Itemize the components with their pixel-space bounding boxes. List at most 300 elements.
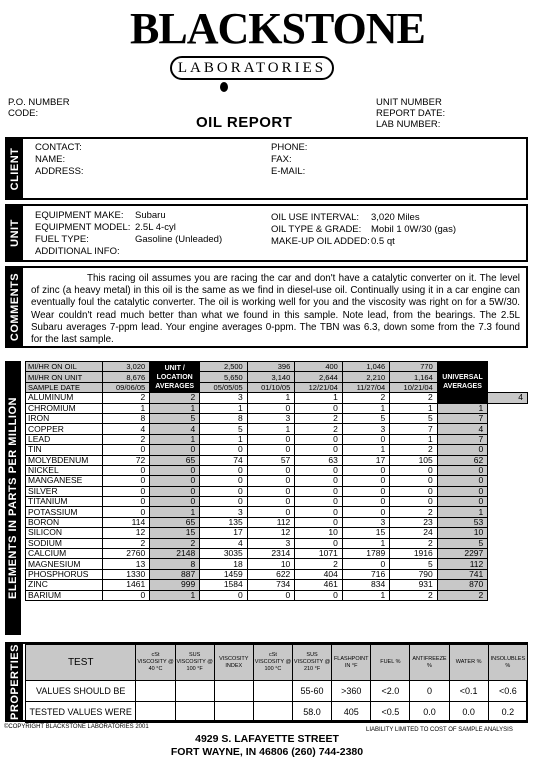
history-value: 3 <box>342 424 389 434</box>
unit-tab: UNIT <box>7 206 23 260</box>
element-name: SILVER <box>26 486 103 496</box>
table-row <box>26 403 528 413</box>
history-value: 1584 <box>200 580 248 590</box>
current-value: 12 <box>102 528 150 538</box>
header-history-value: 1,164 <box>390 372 438 382</box>
blackstone-logo <box>130 4 425 92</box>
table-row <box>26 569 528 579</box>
property-value: 0.2 <box>488 702 527 723</box>
header-current: 8,676 <box>102 372 150 382</box>
header-label: MI/HR ON UNIT <box>26 372 103 382</box>
row-label: VALUES SHOULD BE <box>26 681 136 702</box>
history-value: 0 <box>342 507 389 517</box>
address-label: ADDRESS: <box>35 166 84 177</box>
history-value: 23 <box>390 517 438 527</box>
header-history-value: 400 <box>295 362 343 372</box>
history-value: 0 <box>247 476 295 486</box>
header-history-value: 10/21/04 <box>390 382 438 392</box>
universal-average-value: 1 <box>437 507 488 517</box>
history-value: 2 <box>390 445 438 455</box>
universal-average-value: 10 <box>437 528 488 538</box>
history-value: 0 <box>247 403 295 413</box>
header-history-value: 05/05/05 <box>200 382 248 392</box>
table-row <box>26 476 528 486</box>
universal-average-value: 0 <box>437 486 488 496</box>
current-value: 0 <box>102 445 150 455</box>
unit-average-value: 15 <box>150 528 200 538</box>
universal-average-value: 2 <box>437 590 488 600</box>
code-label: CODE: <box>8 108 39 119</box>
property-value <box>253 702 292 723</box>
history-value: 0 <box>390 465 438 475</box>
make-value: Subaru <box>135 210 166 221</box>
element-name: SODIUM <box>26 538 103 548</box>
history-value: 404 <box>295 569 343 579</box>
unit-number-label: UNIT NUMBER <box>376 97 442 108</box>
element-name: BORON <box>26 517 103 527</box>
universal-average-value: 1 <box>437 403 488 413</box>
current-value: 0 <box>102 476 150 486</box>
current-value: 0 <box>102 497 150 507</box>
history-value: 0 <box>200 497 248 507</box>
property-header: FUEL % <box>371 645 410 681</box>
copyright-notice: ©COPYRIGHT BLACKSTONE LABORATORIES 2001 <box>4 724 149 730</box>
property-value <box>214 681 253 702</box>
report-date-label: REPORT DATE: <box>376 108 446 119</box>
history-value: 1459 <box>200 569 248 579</box>
property-header: WATER % <box>449 645 488 681</box>
email-label: E-MAIL: <box>271 166 306 177</box>
header-current: 09/06/05 <box>102 382 150 392</box>
element-name: MAGNESIUM <box>26 559 103 569</box>
history-value: 2314 <box>247 549 295 559</box>
current-value: 0 <box>102 486 150 496</box>
history-value: 0 <box>342 465 389 475</box>
name-label: NAME: <box>35 154 66 165</box>
universal-average-value: 0 <box>437 445 488 455</box>
history-value: 3035 <box>200 549 248 559</box>
interval-label: OIL USE INTERVAL: <box>271 212 359 223</box>
address-line-2: FORT WAYNE, IN 46806 (260) 744-2380 <box>170 746 364 758</box>
properties-row <box>26 681 528 702</box>
unit-average-value: 0 <box>150 445 200 455</box>
history-value: 0 <box>200 465 248 475</box>
current-value: 8 <box>102 413 150 423</box>
history-value: 74 <box>200 455 248 465</box>
table-row <box>26 528 528 538</box>
property-value: 405 <box>332 702 371 723</box>
header-history-value: 11/27/04 <box>342 382 389 392</box>
unit-section <box>5 204 528 262</box>
universal-average-value: 2297 <box>437 549 488 559</box>
history-value: 716 <box>342 569 389 579</box>
client-section <box>5 137 528 200</box>
properties-row <box>26 702 528 723</box>
make-label: EQUIPMENT MAKE: <box>35 210 124 221</box>
current-value: 1461 <box>102 580 150 590</box>
unit-average-value: 5 <box>150 413 200 423</box>
history-value: 0 <box>342 476 389 486</box>
element-name: BARIUM <box>26 590 103 600</box>
universal-average-value: 0 <box>437 497 488 507</box>
unit-average-value: 65 <box>150 517 200 527</box>
history-value: 1 <box>342 590 389 600</box>
history-value: 135 <box>200 517 248 527</box>
history-value: 0 <box>342 486 389 496</box>
history-value: 834 <box>342 580 389 590</box>
history-value: 2 <box>390 538 438 548</box>
element-name: TIN <box>26 445 103 455</box>
unit-averages-header: UNIT / LOCATION AVERAGES <box>150 362 200 393</box>
address-line-1: 4929 S. LAFAYETTE STREET <box>195 733 339 745</box>
element-name: ALUMINUM <box>26 393 103 403</box>
history-value: 0 <box>390 476 438 486</box>
model-value: 2.5L 4-cyl <box>135 222 176 233</box>
unit-average-value: 999 <box>150 580 200 590</box>
history-value: 0 <box>295 486 343 496</box>
element-name: SILICON <box>26 528 103 538</box>
report-title: OIL REPORT <box>196 114 293 131</box>
history-value: 1 <box>342 538 389 548</box>
history-value: 0 <box>295 403 343 413</box>
universal-average-value: 0 <box>437 476 488 486</box>
makeup-label: MAKE-UP OIL ADDED: <box>271 236 370 247</box>
table-row <box>26 559 528 569</box>
property-header: INSOLUBLES % <box>488 645 527 681</box>
universal-average-value: 62 <box>437 455 488 465</box>
history-value: 1 <box>200 434 248 444</box>
current-value: 2 <box>102 538 150 548</box>
table-row <box>26 517 528 527</box>
unit-average-value: 1 <box>150 434 200 444</box>
table-row <box>26 413 528 423</box>
history-value: 2 <box>342 393 389 403</box>
history-value: 0 <box>390 497 438 507</box>
unit-average-value: 1 <box>150 507 200 517</box>
current-value: 1330 <box>102 569 150 579</box>
current-value: 2760 <box>102 549 150 559</box>
history-value: 0 <box>295 445 343 455</box>
history-value: 7 <box>390 424 438 434</box>
header-history-value: 01/10/05 <box>247 382 295 392</box>
universal-average-value: 4 <box>437 424 488 434</box>
history-value: 1 <box>247 424 295 434</box>
table-row <box>26 549 528 559</box>
header-history-value: 396 <box>247 362 295 372</box>
unit-average-value: 1 <box>150 403 200 413</box>
current-value: 4 <box>102 424 150 434</box>
history-value: 3 <box>200 393 248 403</box>
liability-notice: LIABILITY LIMITED TO COST OF SAMPLE ANALYSIS <box>366 727 513 733</box>
unit-average-value: 0 <box>150 465 200 475</box>
property-value <box>136 702 175 723</box>
elements-tab: ELEMENTS IN PARTS PER MILLION <box>5 361 21 635</box>
fuel-label: FUEL TYPE: <box>35 234 89 245</box>
universal-average-value: 112 <box>437 559 488 569</box>
history-value: 0 <box>200 590 248 600</box>
logo-wordmark: BLACKSTONE <box>130 4 425 53</box>
header-history-value: 770 <box>390 362 438 372</box>
elements-section <box>5 361 528 635</box>
universal-average-value: 53 <box>437 517 488 527</box>
element-name: MANGANESE <box>26 476 103 486</box>
element-name: LEAD <box>26 434 103 444</box>
universal-average-value: 5 <box>437 538 488 548</box>
element-name: TITANIUM <box>26 497 103 507</box>
history-value: 2 <box>295 424 343 434</box>
comments-section <box>5 266 528 348</box>
meta-right <box>376 97 445 130</box>
header-current: 3,020 <box>102 362 150 372</box>
history-value: 17 <box>342 455 389 465</box>
property-header: cSt VISCOSITY @ 40 °C <box>136 645 175 681</box>
history-value: 0 <box>247 434 295 444</box>
history-value: 2 <box>390 507 438 517</box>
element-name: CHROMIUM <box>26 403 103 413</box>
oil-grade-label: OIL TYPE & GRADE: <box>271 224 362 235</box>
history-value: 0 <box>342 434 389 444</box>
history-value: 1 <box>342 403 389 413</box>
element-name: PHOSPHORUS <box>26 569 103 579</box>
property-value: 0 <box>410 681 449 702</box>
history-value: 12 <box>247 528 295 538</box>
fax-label: FAX: <box>271 154 292 165</box>
history-value: 2 <box>390 393 438 403</box>
history-value: 3 <box>342 517 389 527</box>
header-history-value: 12/21/04 <box>295 382 343 392</box>
history-value: 0 <box>247 497 295 507</box>
property-header: VISCOSITY INDEX <box>214 645 253 681</box>
history-value: 1 <box>390 434 438 444</box>
history-value: 2 <box>295 559 343 569</box>
history-value: 0 <box>295 465 343 475</box>
client-tab: CLIENT <box>7 139 23 198</box>
history-value: 0 <box>295 590 343 600</box>
history-value: 1916 <box>390 549 438 559</box>
element-name: POTASSIUM <box>26 507 103 517</box>
unit-average-value: 2 <box>150 393 200 403</box>
history-value: 18 <box>200 559 248 569</box>
history-value: 0 <box>295 434 343 444</box>
unit-average-value: 4 <box>150 424 200 434</box>
history-value: 0 <box>247 486 295 496</box>
history-value: 15 <box>342 528 389 538</box>
property-value: 0.0 <box>410 702 449 723</box>
property-header: SUS VISCOSITY @ 210 °F <box>293 645 332 681</box>
property-value <box>175 702 214 723</box>
history-value: 5 <box>390 559 438 569</box>
history-value: 0 <box>390 486 438 496</box>
unit-average-value: 0 <box>150 497 200 507</box>
property-value: 55-60 <box>293 681 332 702</box>
property-value: 58.0 <box>293 702 332 723</box>
history-value: 0 <box>247 507 295 517</box>
header-history-value: 1,046 <box>342 362 389 372</box>
history-value: 5 <box>342 413 389 423</box>
property-header: FLASHPOINT IN °F <box>332 645 371 681</box>
unit-average-value: 8 <box>150 559 200 569</box>
current-value: 2 <box>102 434 150 444</box>
oil-drop-icon <box>220 82 228 92</box>
history-value: 931 <box>390 580 438 590</box>
current-value: 0 <box>102 465 150 475</box>
properties-tab: PROPERTIES <box>9 644 21 720</box>
element-name: COPPER <box>26 424 103 434</box>
table-row <box>26 424 528 434</box>
history-value: 0 <box>342 559 389 569</box>
universal-average-value: 870 <box>437 580 488 590</box>
property-value: <0.6 <box>488 681 527 702</box>
fuel-value: Gasoline (Unleaded) <box>135 234 223 245</box>
history-value: 1 <box>200 403 248 413</box>
history-value: 57 <box>247 455 295 465</box>
meta-left <box>8 97 70 119</box>
property-value <box>253 681 292 702</box>
history-value: 63 <box>295 455 343 465</box>
comments-tab: COMMENTS <box>7 268 23 346</box>
unit-average-value: 1 <box>150 590 200 600</box>
property-header: cSt VISCOSITY @ 100 °C <box>253 645 292 681</box>
current-value: 1 <box>102 403 150 413</box>
property-header: ANTIFREEZE % <box>410 645 449 681</box>
history-value: 1789 <box>342 549 389 559</box>
element-name: CALCIUM <box>26 549 103 559</box>
property-value: <0.5 <box>371 702 410 723</box>
comments-text: This racing oil assumes you are racing the car and don't have a catalytic converter on it. The level of zinc (a heavy metal) in this oil is the same as we find in diesel-use oil. Continually using it in a car engine can eventually foul the catalytic converter. The oil is working well for you and the viscosity was right on for a 5W/30. Wear couldn't read much better than what we found in this sample. Note lead, from the bearings. The 2.5L Subaru averages 7-ppm lead. Your engine averages 0-ppm. The TBN was 6.3, down some from the 7.3 found for the last sample. <box>31 273 520 346</box>
logo-subtitle: LABORATORIES <box>170 56 334 80</box>
universal-average-value: 7 <box>437 413 488 423</box>
element-name: MOLYBDENUM <box>26 455 103 465</box>
unit-average-value: 0 <box>150 486 200 496</box>
interval-value: 3,020 Miles <box>371 212 420 223</box>
unit-average-value: 2148 <box>150 549 200 559</box>
property-value <box>214 702 253 723</box>
history-value: 5 <box>390 413 438 423</box>
table-row <box>26 465 528 475</box>
history-value: 1071 <box>295 549 343 559</box>
model-label: EQUIPMENT MODEL: <box>35 222 131 233</box>
element-name: IRON <box>26 413 103 423</box>
property-value: >360 <box>332 681 371 702</box>
po-number-label: P.O. NUMBER <box>8 97 70 108</box>
table-row <box>26 507 528 517</box>
header-history-value: 2,210 <box>342 372 389 382</box>
history-value: 0 <box>247 445 295 455</box>
table-row <box>26 590 528 600</box>
header-history-value: 2,500 <box>200 362 248 372</box>
history-value: 0 <box>247 465 295 475</box>
elements-table <box>25 361 528 601</box>
history-value: 3 <box>247 413 295 423</box>
history-value: 0 <box>295 497 343 507</box>
property-value <box>175 681 214 702</box>
oil-grade-value: Mobil 1 0W/30 (gas) <box>371 224 457 235</box>
element-name: ZINC <box>26 580 103 590</box>
table-row <box>26 497 528 507</box>
history-value: 10 <box>247 559 295 569</box>
table-row <box>26 445 528 455</box>
table-row <box>26 434 528 444</box>
history-value: 2 <box>390 590 438 600</box>
properties-table <box>25 644 528 723</box>
current-value: 72 <box>102 455 150 465</box>
history-value: 3 <box>200 507 248 517</box>
current-value: 2 <box>102 393 150 403</box>
history-value: 0 <box>200 486 248 496</box>
header-history-value: 3,140 <box>247 372 295 382</box>
history-value: 0 <box>200 445 248 455</box>
unit-average-value: 2 <box>150 538 200 548</box>
table-row <box>26 538 528 548</box>
property-value: <0.1 <box>449 681 488 702</box>
history-value: 24 <box>390 528 438 538</box>
universal-average-value: 741 <box>437 569 488 579</box>
element-name: NICKEL <box>26 465 103 475</box>
current-value: 0 <box>102 507 150 517</box>
history-value: 790 <box>390 569 438 579</box>
history-value: 8 <box>200 413 248 423</box>
unit-average-value: 65 <box>150 455 200 465</box>
history-value: 622 <box>247 569 295 579</box>
makeup-value: 0.5 qt <box>371 236 395 247</box>
unit-average-value: 887 <box>150 569 200 579</box>
history-value: 3 <box>247 538 295 548</box>
history-value: 1 <box>390 403 438 413</box>
history-value: 0 <box>295 517 343 527</box>
header-history-value: 2,644 <box>295 372 343 382</box>
current-value: 114 <box>102 517 150 527</box>
header-label: SAMPLE DATE <box>26 382 103 392</box>
history-value: 461 <box>295 580 343 590</box>
header-row <box>26 362 528 372</box>
history-value: 4 <box>200 538 248 548</box>
current-value: 0 <box>102 590 150 600</box>
history-value: 112 <box>247 517 295 527</box>
contact-label: CONTACT: <box>35 142 82 153</box>
history-value: 5 <box>200 424 248 434</box>
properties-header-row <box>26 645 528 681</box>
header-history-value: 5,650 <box>200 372 248 382</box>
test-header: TEST <box>26 645 136 681</box>
header-label: MI/HR ON OIL <box>26 362 103 372</box>
row-label: TESTED VALUES WERE <box>26 702 136 723</box>
table-row <box>26 486 528 496</box>
unit-average-value: 0 <box>150 476 200 486</box>
history-value: 0 <box>200 476 248 486</box>
current-value: 13 <box>102 559 150 569</box>
property-value: <2.0 <box>371 681 410 702</box>
history-value: 0 <box>342 497 389 507</box>
history-value: 2 <box>295 413 343 423</box>
history-value: 0 <box>295 507 343 517</box>
universal-average-value: 0 <box>437 465 488 475</box>
additional-info-label: ADDITIONAL INFO: <box>35 246 120 257</box>
property-value <box>136 681 175 702</box>
history-value: 1 <box>295 393 343 403</box>
history-value: 734 <box>247 580 295 590</box>
phone-label: PHONE: <box>271 142 308 153</box>
table-row <box>26 580 528 590</box>
universal-average-value: 7 <box>437 434 488 444</box>
history-value: 0 <box>247 590 295 600</box>
property-value: 0.0 <box>449 702 488 723</box>
universal-averages-header: UNIVERSAL AVERAGES <box>437 362 488 404</box>
history-value: 0 <box>295 538 343 548</box>
history-value: 105 <box>390 455 438 465</box>
history-value: 1 <box>342 445 389 455</box>
history-value: 0 <box>295 476 343 486</box>
universal-average-value: 4 <box>488 393 528 403</box>
